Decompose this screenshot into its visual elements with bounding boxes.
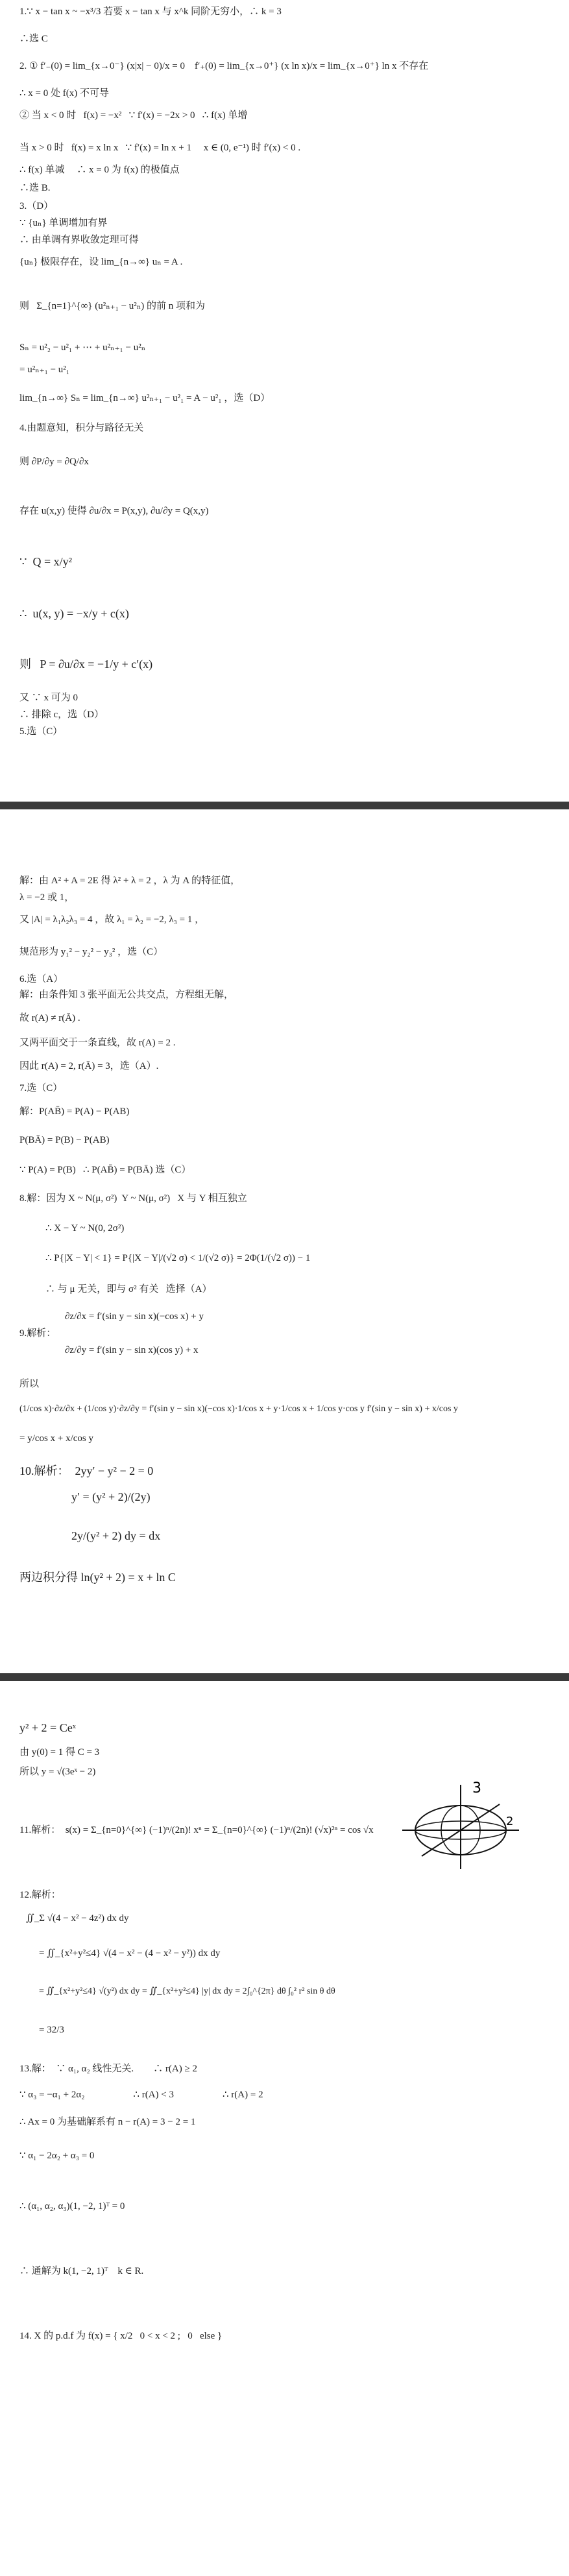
line: 又 |A| = λ₁λ₂λ₃ = 4 ，故 λ₁ = λ₂ = −2, λ₃ = 1 ， [19, 914, 205, 925]
line: ∴ 由单调有界收敛定理可得 [19, 235, 139, 245]
line: = ∬_{x²+y²≤4} √(4 − x² − (4 − x² − y²)) dx dy [39, 1948, 221, 1959]
line: 解：由 A² + A = 2E 得 λ² + λ = 2 ，λ 为 A 的特征值， [19, 876, 241, 886]
line: λ = −2 或 1， [19, 892, 75, 903]
line: 12.解析： [19, 1890, 61, 1900]
line: 则 Σ_{n=1}^{∞} (u²ₙ₊₁ − u²ₙ) 的前 n 项和为 [19, 301, 206, 311]
page-2 [0, 809, 569, 1672]
line: ∂z/∂x = f′(sin y − sin x)(−cos x) + y [65, 1311, 204, 1322]
line: ∴ 与 μ 无关，即与 σ² 有关 选择（A） [45, 1284, 212, 1294]
page-separator [0, 802, 569, 809]
line: ∴ 通解为 k(1, −2, 1)ᵀ k ∈ R. [19, 2266, 144, 2276]
line: ∴ Ax = 0 为基础解系有 n − r(A) = 3 − 2 = 1 [19, 2117, 196, 2127]
line: ∴ x = 0 处 f(x) 不可导 [19, 88, 109, 99]
line: = y/cos x + x/cos y [19, 1433, 93, 1444]
line: 故 r(A) ≠ r(Ā) . [19, 1013, 80, 1023]
page-1 [0, 0, 569, 803]
line: ∬_Σ √(4 − x² − 4z²) dx dy [26, 1913, 129, 1924]
line: 又 ∵ x 可为 0 [19, 693, 79, 703]
line: ② 当 x < 0 时 f(x) = −x² ∵ f′(x) = −2x > 0 ∴ f(x) 单增 [19, 110, 248, 121]
line: ∴ f(x) 单减 ∴ x = 0 为 f(x) 的极值点 [19, 165, 180, 175]
line: y′ = (y² + 2)/(2y) [71, 1490, 151, 1503]
line: ∵ {uₙ} 单调增加有界 [19, 218, 108, 228]
line: 所以 y = √(3eˣ − 2) [19, 1767, 96, 1777]
line: 因此 r(A) = 2, r(Ā) = 3，选（A）. [19, 1061, 159, 1071]
line: 5.选（C） [19, 726, 63, 737]
line: 8.解：因为 X ~ N(μ, σ²) Y ~ N(μ, σ²) X 与 Y 相互独立 [19, 1193, 247, 1204]
line: 所以 [19, 1379, 40, 1389]
sketch-label: 2 [506, 1815, 514, 1828]
line: 11.解析： s(x) = Σ_{n=0}^{∞} (−1)ⁿ/(2n)! xⁿ = Σ_{n=0}^{∞} (−1)ⁿ/(2n)! (√x)²ⁿ = cos √x [19, 1825, 374, 1835]
page-separator [0, 1673, 569, 1681]
line: ∵ α₃ = −α₁ + 2α₂ ∴ r(A) < 3 ∴ r(A) = 2 [19, 2090, 263, 2100]
line: 4.由题意知，积分与路径无关 [19, 423, 144, 433]
line: 13.解： ∵ α₁, α₂ 线性无关. ∴ r(A) ≥ 2 [19, 2064, 197, 2074]
line: 解：P(AB̄) = P(A) − P(AB) [19, 1106, 130, 1117]
line: ∵ Q = x/y² [19, 555, 72, 568]
line: lim_{n→∞} Sₙ = lim_{n→∞} u²ₙ₊₁ − u²₁ = A − u²₁ ，选（D） [19, 393, 271, 403]
line: 规范形为 y₁² − y₂² − y₃² ，选（C） [19, 947, 163, 957]
line: ∵ P(A) = P(B) ∴ P(AB̄) = P(BĀ) 选（C） [19, 1165, 191, 1175]
line: ∂z/∂y = f′(sin y − sin x)(cos y) + x [65, 1345, 199, 1355]
line: ∴ u(x, y) = −x/y + c(x) [19, 607, 129, 620]
line: = u²ₙ₊₁ − u²₁ [19, 364, 70, 375]
line: 2y/(y² + 2) dy = dx [71, 1529, 161, 1542]
line: 10.解析： 2yy′ − y² − 2 = 0 [19, 1464, 154, 1477]
line: ∴ X − Y ~ N(0, 2σ²) [45, 1223, 125, 1234]
line: 当 x > 0 时 f(x) = x ln x ∵ f′(x) = ln x + 1 x ∈ (0, e⁻¹) 时 f′(x) < 0 . [19, 143, 301, 153]
line: 又两平面交于一条直线，故 r(A) = 2 . [19, 1038, 176, 1048]
line: 7.选（C） [19, 1083, 63, 1093]
line: 14. X 的 p.d.f 为 f(x) = { x/2 0 < x < 2 ; 0 else } [19, 2331, 223, 2341]
line: 由 y(0) = 1 得 C = 3 [19, 1747, 100, 1758]
line: 1.∵ x − tan x ~ −x³/3 若要 x − tan x 与 x^k 同阶无穷小，∴ k = 3 [19, 6, 282, 17]
line: 解：由条件知 3 张平面无公共交点，方程组无解， [19, 990, 234, 1000]
line: 3.（D） [19, 201, 54, 211]
line: 则 P = ∂u/∂x = −1/y + c′(x) [19, 658, 153, 671]
line: P(BĀ) = P(B) − P(AB) [19, 1135, 110, 1145]
line: 9.解析： [19, 1328, 56, 1339]
line: ∴ P{|X − Y| < 1} = P{|X − Y|/(√2 σ) < 1/(√2 σ)} = 2Φ(1/(√2 σ)) − 1 [45, 1253, 311, 1263]
line: 存在 u(x,y) 使得 ∂u/∂x = P(x,y), ∂u/∂y = Q(x,y) [19, 506, 209, 516]
line: 6.选（A） [19, 974, 64, 984]
ellipsoid-sketch [396, 1778, 526, 1876]
line: y² + 2 = Ceˣ [19, 1721, 76, 1734]
line: = 32/3 [39, 2025, 64, 2035]
page-3 [0, 1681, 569, 2576]
line: ∵ α₁ − 2α₂ + α₃ = 0 [19, 2151, 95, 2161]
line: ∴ 排除 c，选（D） [19, 710, 104, 720]
line: 两边积分得 ln(y² + 2) = x + ln C [19, 1571, 176, 1584]
line: ∴ (α₁, α₂, α₃)(1, −2, 1)ᵀ = 0 [19, 2201, 125, 2212]
line: 2. ① f′₋(0) = lim_{x→0⁻} (x|x| − 0)/x = 0 f′₊(0) = lim_{x→0⁺} (x ln x)/x = lim_{x→0⁺} ln x 不存在 [19, 61, 429, 71]
line: 则 ∂P/∂y = ∂Q/∂x [19, 457, 89, 467]
line: Sₙ = u²₂ − u²₁ + ⋯ + u²ₙ₊₁ − u²ₙ [19, 342, 146, 353]
line: (1/cos x)·∂z/∂x + (1/cos y)·∂z/∂y = f′(sin y − sin x)(−cos x)·1/cos x + y·1/cos x + 1/cos y·cos y f′(sin y − sin x) + x/cos y [19, 1404, 458, 1414]
line: {uₙ} 极限存在，设 lim_{n→∞} uₙ = A . [19, 257, 183, 267]
sketch-label: 3 [472, 1780, 481, 1796]
line: ∴选 C [19, 34, 48, 44]
line: = ∬_{x²+y²≤4} √(y²) dx dy = ∬_{x²+y²≤4} |y| dx dy = 2∫₀^{2π} dθ ∫₀² r² sin θ dθ [39, 1986, 335, 1996]
line: ∴选 B. [19, 183, 51, 193]
